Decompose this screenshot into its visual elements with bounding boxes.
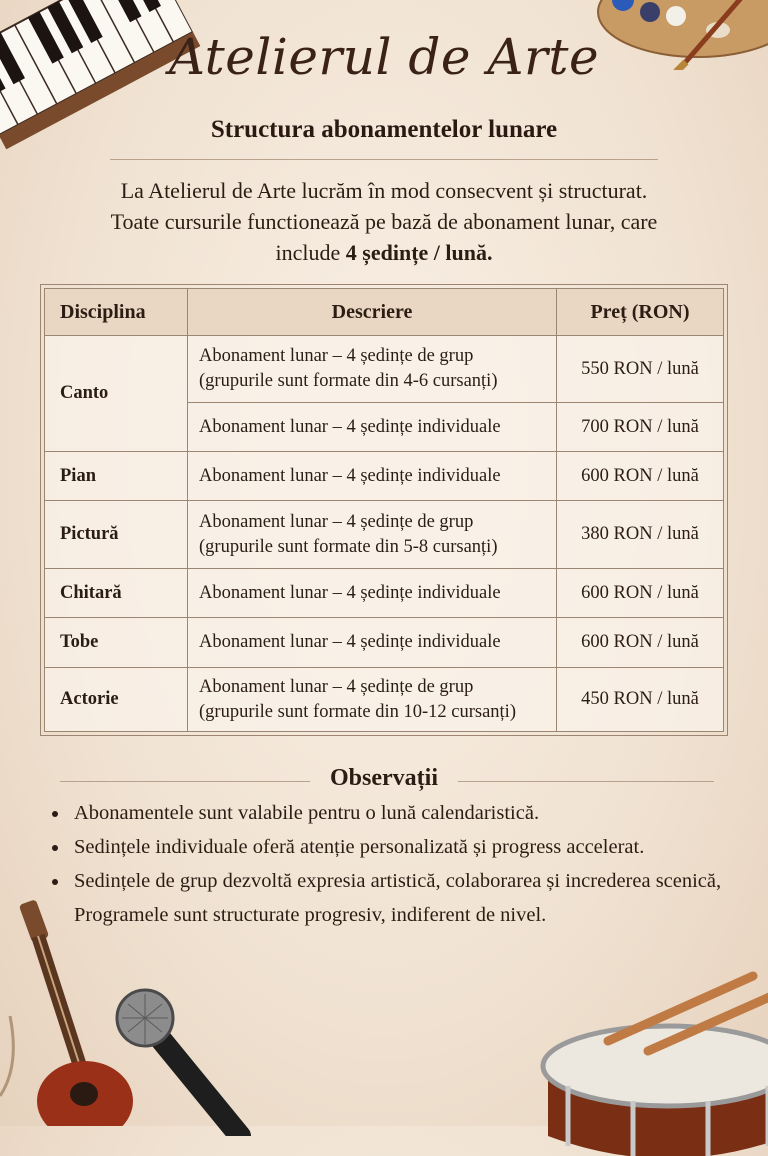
discipline-cell: Canto (45, 336, 188, 452)
discipline-cell: Actorie (45, 668, 188, 732)
description-cell (188, 336, 557, 403)
observations-title: Observații (330, 765, 438, 791)
description-note: (grupurile sunt formate din 10-12 cursanți) (199, 701, 516, 722)
intro-text (40, 175, 728, 268)
table-row (45, 336, 724, 403)
price-cell: 600 RON / lună (557, 618, 724, 668)
drum-icon (538, 966, 768, 1156)
list-item: • Abonamentele sunt valabile pentru o lună calendaristică. (70, 796, 760, 830)
description-cell: Abonament lunar – 4 ședințe individuale (188, 569, 557, 618)
price-cell: 600 RON / lună (557, 452, 724, 501)
intro-line: Toate cursurile functionează pe bază de abonament lunar, care (110, 209, 658, 234)
page-subtitle: Structura abonamentelor lunare (210, 116, 558, 143)
price-cell: 600 RON / lună (557, 569, 724, 618)
description-cell: Abonament lunar – 4 ședințe individuale (188, 618, 557, 668)
intro-line (40, 237, 728, 268)
price-cell: 380 RON / lună (557, 501, 724, 569)
intro-line: La Atelierul de Arte lucrăm în mod consecvent și structurat. (120, 178, 648, 203)
column-header-description: Descriere (188, 289, 557, 336)
table-row (45, 668, 724, 732)
discipline-cell: Pictură (45, 501, 188, 569)
price-cell: 450 RON / lună (557, 668, 724, 732)
intro-highlight: 4 ședințe / lună. (345, 240, 493, 265)
table-row (45, 452, 724, 501)
table-row (45, 501, 724, 569)
list-item: • Sedințele de grup dezvoltă expresia artistică, colaborarea și increderea scenică, Programele sunt structurate progresiv, indiferent de nivel. (70, 864, 760, 932)
description-line: Abonament lunar – 4 ședințe de grup (199, 511, 474, 532)
table-row (45, 569, 724, 618)
table-header-row (45, 289, 724, 336)
discipline-cell: Chitară (45, 569, 188, 618)
price-cell: 700 RON / lună (557, 403, 724, 452)
discipline-cell: Pian (45, 452, 188, 501)
table-row (45, 618, 724, 668)
pricing-table (44, 288, 724, 732)
description-note: (grupurile sunt formate din 4-6 cursanți) (199, 371, 498, 391)
description-line: Abonament lunar – 4 ședințe de grup (199, 676, 474, 697)
observations-list (48, 796, 760, 932)
description-line: Abonament lunar – 4 ședințe de grup (199, 346, 474, 366)
column-header-discipline: Disciplina (45, 289, 188, 336)
discipline-cell: Tobe (45, 618, 188, 668)
page-title: Atelierul de Arte (168, 28, 600, 86)
column-header-price: Preț (RON) (557, 289, 724, 336)
microphone-icon (110, 986, 260, 1136)
description-cell: Abonament lunar – 4 ședințe individuale (188, 403, 557, 452)
price-cell: 550 RON / lună (557, 336, 724, 403)
divider (110, 159, 658, 160)
intro-line-prefix: include (275, 240, 346, 265)
list-item: • Sedințele individuale oferă atenție personalizată și progress accelerat. (70, 830, 760, 864)
description-cell: Abonament lunar – 4 ședințe individuale (188, 452, 557, 501)
description-cell (188, 668, 557, 732)
description-note: (grupurile sunt formate din 5-8 cursanți) (199, 536, 498, 557)
description-cell (188, 501, 557, 569)
